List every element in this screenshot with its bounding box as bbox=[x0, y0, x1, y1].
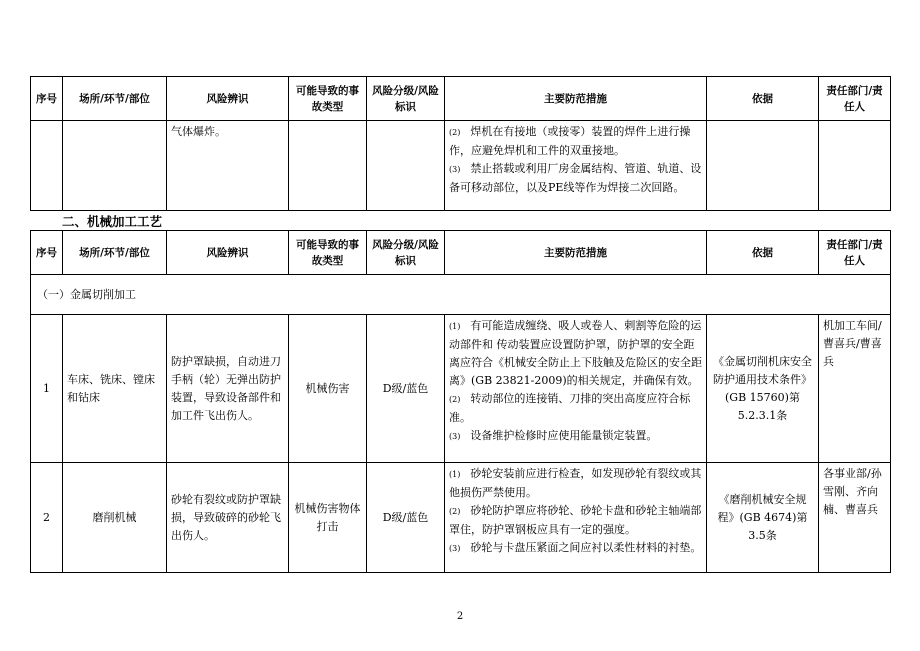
cell-basis: 《金属切削机床安全防护通用技术条件》(GB 15760)第5.2.3.1条 bbox=[707, 315, 819, 463]
cell-risk: 气体爆炸。 bbox=[167, 121, 289, 211]
cell-no bbox=[31, 121, 63, 211]
measure-item: (3) 设备维护检修时应使用能量锁定装置。 bbox=[449, 429, 658, 442]
header-place: 场所/环节/部位 bbox=[63, 77, 167, 121]
cell-accident: 机械伤害物体打击 bbox=[289, 463, 367, 573]
cell-no: 1 bbox=[31, 315, 63, 463]
table-header-row bbox=[31, 231, 891, 275]
measure-item: (2) 砂轮防护罩应将砂轮、砂轮卡盘和砂轮主轴端部罩住，防护罩钢板应具有一定的强度。 bbox=[449, 504, 702, 536]
header-accident: 可能导致的事故类型 bbox=[289, 77, 367, 121]
cell-dept: 各事业部/孙雪刚、齐向楠、曹喜兵 bbox=[819, 463, 891, 573]
cell-basis: 《磨削机械安全规程》(GB 4674)第3.5条 bbox=[707, 463, 819, 573]
table-row bbox=[31, 121, 891, 211]
subsection-title: （一）金属切削加工 bbox=[31, 275, 891, 315]
cell-no: 2 bbox=[31, 463, 63, 573]
header-basis: 依据 bbox=[707, 231, 819, 275]
measure-item: (2) 转动部位的连接销、刀排的突出高度应符合标准。 bbox=[449, 392, 691, 424]
cell-level: D级/蓝色 bbox=[367, 315, 445, 463]
cell-measures bbox=[445, 121, 707, 211]
cell-dept: 机加工车间/曹喜兵/曹喜兵 bbox=[819, 315, 891, 463]
cell-risk: 防护罩缺损，自动进刀手柄（轮）无弹出防护装置，导致设备部件和加工件飞出伤人。 bbox=[167, 315, 289, 463]
table-row bbox=[31, 463, 891, 573]
header-measures: 主要防范措施 bbox=[445, 231, 707, 275]
header-dept: 责任部门/责任人 bbox=[819, 231, 891, 275]
header-measures: 主要防范措施 bbox=[445, 77, 707, 121]
risk-table-machining bbox=[30, 230, 891, 573]
subsection-row bbox=[31, 275, 891, 315]
measure-item: (1) 砂轮安装前应进行检查，如发现砂轮有裂纹或其他损伤严禁使用。 bbox=[449, 467, 702, 499]
cell-dept bbox=[819, 121, 891, 211]
cell-risk: 砂轮有裂纹或防护罩缺损，导致破碎的砂轮飞出伤人。 bbox=[167, 463, 289, 573]
table-row bbox=[31, 315, 891, 463]
measure-item: (1) 有可能造成缠绕、吸人或卷人、剌割等危险的运动部件和 传动装置应设置防护罩，防护罩的安全距离应符合《机械安全防止上下肢触及危险区的安全距离》(GB 23821-2009)的相关规定，并确保有效。 bbox=[449, 319, 702, 387]
measure-item: (3) 砂轮与卡盘压紧面之间应衬以柔性材料的衬垫。 bbox=[449, 541, 702, 554]
risk-table-continued bbox=[30, 76, 891, 211]
header-risk: 风险辨识 bbox=[167, 77, 289, 121]
header-no: 序号 bbox=[31, 231, 63, 275]
cell-measures bbox=[445, 315, 707, 463]
header-risk: 风险辨识 bbox=[167, 231, 289, 275]
measure-item: (2) 焊机在有接地（或接零）装置的焊件上进行操作，应避免焊机和工件的双重接地。 bbox=[449, 125, 691, 157]
cell-place: 车床、铣床、镗床和钻床 bbox=[63, 315, 167, 463]
header-level: 风险分级/风险标识 bbox=[367, 77, 445, 121]
header-basis: 依据 bbox=[707, 77, 819, 121]
cell-accident bbox=[289, 121, 367, 211]
cell-place: 磨削机械 bbox=[63, 463, 167, 573]
header-dept: 责任部门/责任人 bbox=[819, 77, 891, 121]
cell-place bbox=[63, 121, 167, 211]
section-title: 二、机械加工工艺 bbox=[62, 214, 163, 229]
header-no: 序号 bbox=[31, 77, 63, 121]
cell-basis bbox=[707, 121, 819, 211]
cell-level bbox=[367, 121, 445, 211]
page-number: 2 bbox=[456, 611, 464, 622]
cell-measures bbox=[445, 463, 707, 573]
cell-level: D级/蓝色 bbox=[367, 463, 445, 573]
header-accident: 可能导致的事故类型 bbox=[289, 231, 367, 275]
cell-accident: 机械伤害 bbox=[289, 315, 367, 463]
table-header-row bbox=[31, 77, 891, 121]
header-level: 风险分级/风险标识 bbox=[367, 231, 445, 275]
header-place: 场所/环节/部位 bbox=[63, 231, 167, 275]
measure-item: (3) 禁止搭载或利用厂房金属结构、管道、轨道、设备可移动部位，以及PE线等作为焊接二次回路。 bbox=[449, 162, 702, 194]
